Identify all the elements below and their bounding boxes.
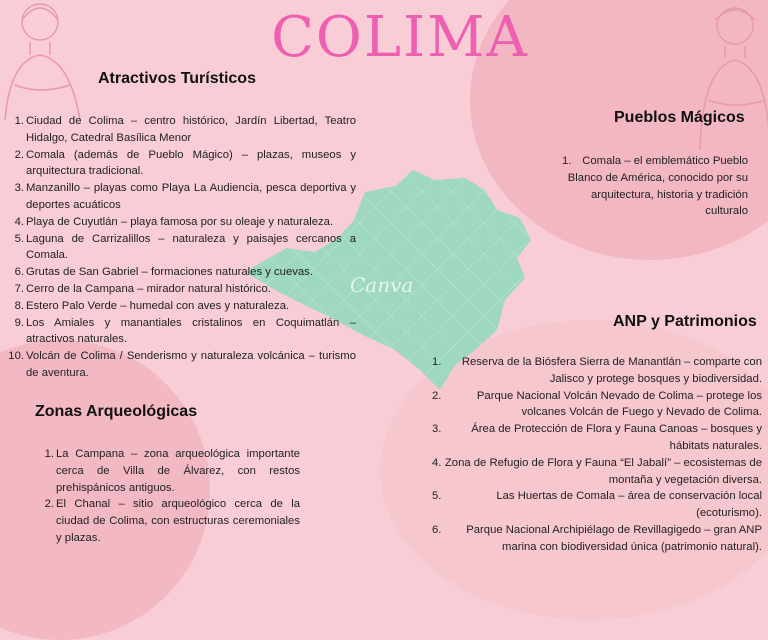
pueblos-heading: Pueblos Mágicos: [614, 109, 745, 126]
item-text: La Campana – zona arqueológica importante cerca de Villa de Álvarez, con restos prehispánicos antiguos.: [56, 448, 300, 494]
item-number: 3.: [432, 423, 442, 436]
item-text: Área de Protección de Flora y Fauna Canoas – bosques y hábitats naturales.: [471, 423, 762, 452]
item-text: Las Huertas de Comala – área de conservación local (ecoturismo).: [496, 490, 762, 520]
atractivo-item: [14, 298, 356, 315]
atractivo-item: [14, 180, 356, 214]
atractivo-item: [14, 281, 356, 298]
item-text: Reserva de la Biósfera Sierra de Manantlán – comparte con Jalisco y protege bosques y biodiversidad.: [461, 356, 762, 385]
item-number: 7.: [14, 282, 24, 295]
item-text: Manzanillo – playas como Playa La Audiencia, pesca deportiva y deportes acuáticos: [26, 182, 356, 211]
item-number: 1.: [562, 155, 572, 167]
item-text: Playa de Cuyutlán – playa famosa por su oleaje y naturaleza.: [26, 215, 334, 228]
pueblo-item: [562, 153, 748, 220]
canva-watermark: Canva: [350, 273, 414, 297]
item-number: 5.: [432, 490, 442, 503]
item-text: Parque Nacional Volcán Nevado de Colima – protege los volcanes Volcán de Fuego y Nevado de Colima.: [476, 389, 762, 419]
atractivo-item: [14, 315, 356, 349]
item-text: Grutas de San Gabriel – formaciones naturales y cuevas.: [26, 266, 313, 279]
atractivo-item: [14, 264, 356, 281]
item-number: 1.: [432, 356, 442, 368]
item-text: Comala – el emblemático Pueblo Blanco de América, conocido por su arquitectura, historia y tradición culturalo: [567, 155, 748, 218]
item-number: 6.: [432, 523, 442, 536]
atractivo-item: [8, 348, 356, 382]
item-number: 5.: [14, 232, 24, 245]
item-text: El Chanal – sitio arqueológico cerca de la ciudad de Colima, con estructuras ceremoniales y plazas.: [56, 498, 300, 544]
anp-item: [432, 455, 762, 489]
item-text: Comala (además de Pueblo Mágico) – plazas, museos y arquitectura tradicional.: [26, 148, 356, 178]
woman-illustration-right: [690, 0, 768, 150]
anp-item: [432, 488, 762, 522]
anp-item: [432, 388, 762, 422]
atractivos-heading: Atractivos Turísticos: [98, 70, 256, 87]
item-text: Estero Palo Verde – humedal con aves y naturaleza.: [26, 299, 290, 312]
zonas-list: [44, 446, 300, 547]
item-number: 3.: [14, 182, 24, 195]
zonas-heading: Zonas Arqueológicas: [35, 403, 198, 420]
atractivo-item: [14, 113, 356, 147]
atractivos-list: [8, 113, 356, 382]
item-number: 2.: [14, 148, 24, 161]
item-text: Parque Nacional Archipiélago de Revillagigedo – gran ANP marina con biodiversidad única (patrimonio natural).: [466, 523, 762, 553]
item-text: Zona de Refugio de Flora y Fauna “El Jabalí” – ecosistemas de montaña y vegetación diversa.: [444, 456, 762, 486]
item-number: 4.: [432, 456, 442, 469]
pueblos-list: [562, 153, 748, 220]
item-number: 8.: [14, 299, 24, 312]
item-number: 2.: [432, 389, 442, 402]
atractivo-item: [14, 147, 356, 181]
item-text: Laguna de Carrizalillos – naturaleza y paisajes cercanos a Comala.: [26, 232, 356, 262]
item-number: 1.: [44, 448, 54, 460]
anp-item: [432, 354, 762, 388]
anp-item: [432, 421, 762, 455]
item-text: Ciudad de Colima – centro histórico, Jardín Libertad, Teatro Hidalgo, Catedral Basílica Menor: [26, 115, 356, 144]
anp-list: [432, 354, 762, 556]
item-text: Volcán de Colima / Senderismo y naturaleza volcánica – turismo de aventura.: [26, 350, 356, 379]
item-text: Los Amiales y manantiales cristalinos en Coquimatlán – atractivos naturales.: [26, 316, 356, 346]
item-number: 2.: [44, 498, 54, 511]
anp-heading: ANP y Patrimonios: [613, 313, 757, 330]
item-number: 6.: [14, 266, 24, 279]
item-number: 4.: [14, 215, 24, 228]
atractivo-item: [14, 231, 356, 265]
zona-item: [44, 446, 300, 496]
item-number: 9.: [14, 316, 24, 329]
woman-illustration-left: [0, 0, 110, 120]
page-title: COLIMA: [271, 5, 529, 70]
item-text: Cerro de la Campana – mirador natural histórico.: [26, 282, 271, 295]
item-number: 1.: [14, 115, 24, 127]
item-number: 10.: [8, 350, 24, 363]
atractivo-item: [14, 214, 356, 231]
zona-item: [44, 496, 300, 546]
anp-item: [432, 522, 762, 556]
